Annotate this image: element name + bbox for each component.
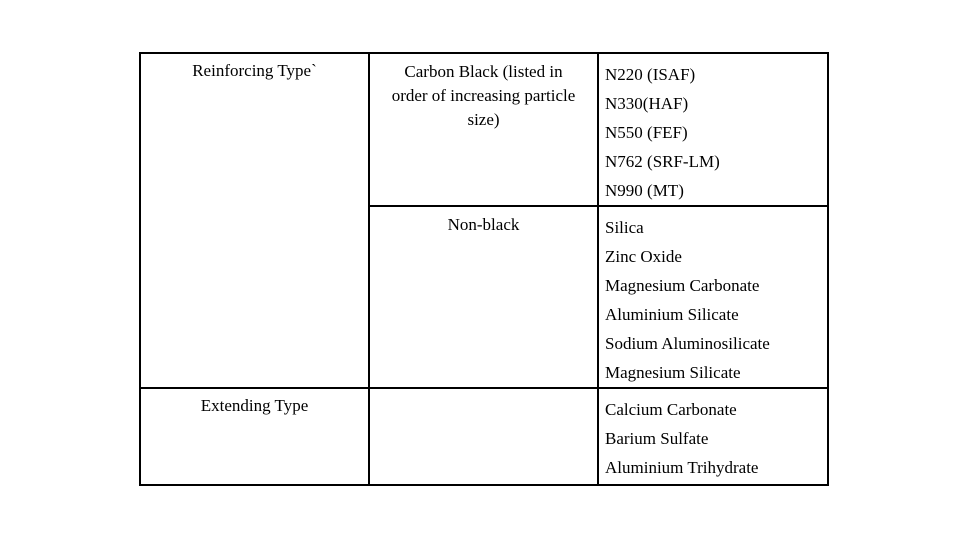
non-black-cell [369, 206, 598, 388]
list-item: Zinc Oxide [605, 247, 682, 266]
list-item: Magnesium Carbonate [605, 276, 760, 295]
extending-type-label: Extending Type [200, 396, 309, 415]
empty-cell [369, 388, 598, 485]
carbon-black-cell [369, 53, 598, 206]
list-item: N550 (FEF) [605, 123, 688, 142]
list-item: Magnesium Silicate [605, 363, 741, 382]
carbon-black-label: Carbon Black (listed in order of increasing particle size) [391, 62, 576, 129]
non-black-items-cell [598, 206, 828, 388]
extending-type-cell [140, 388, 369, 485]
extending-items-cell [598, 388, 828, 485]
reinforcing-type-cell [140, 53, 369, 388]
list-item: N330(HAF) [605, 94, 689, 113]
list-item: Barium Sulfate [605, 429, 709, 448]
carbon-black-items-cell [598, 53, 828, 206]
list-item: Silica [605, 218, 644, 237]
list-item: Calcium Carbonate [605, 400, 737, 419]
reinforcing-type-label: Reinforcing Type` [192, 61, 317, 80]
non-black-label: Non-black [447, 215, 520, 234]
table-row [140, 388, 828, 485]
list-item: Aluminium Trihydrate [605, 458, 759, 477]
list-item: N762 (SRF-LM) [605, 152, 720, 171]
list-item: Sodium Aluminosilicate [605, 334, 770, 353]
list-item: N990 (MT) [605, 181, 684, 200]
list-item: Aluminium Silicate [605, 305, 739, 324]
list-item: N220 (ISAF) [605, 65, 696, 84]
filler-classification-table [139, 52, 829, 486]
table-row [140, 53, 828, 206]
